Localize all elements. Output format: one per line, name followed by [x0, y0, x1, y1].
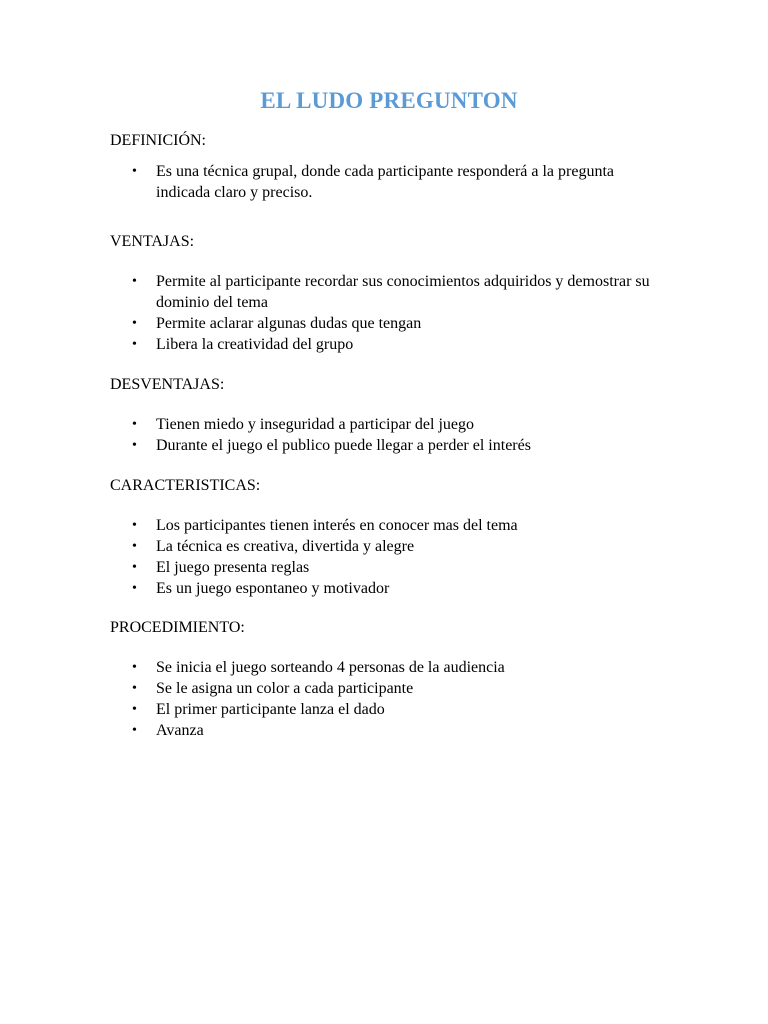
list-item-text: Los participantes tienen interés en conocer mas del tema [156, 517, 518, 534]
list-item [132, 699, 668, 720]
section-heading: DESVENTAJAS: [110, 376, 225, 393]
bullet-icon: • [132, 702, 137, 717]
bullet-icon: • [132, 316, 137, 331]
list-item [132, 578, 668, 599]
bullet-list [110, 271, 668, 355]
bullet-icon: • [132, 274, 137, 289]
list-item-text: Se le asigna un color a cada participante [156, 680, 414, 697]
bullet-list [110, 414, 668, 456]
list-item [132, 414, 668, 435]
section-desventajas [110, 374, 668, 456]
list-item-text: Libera la creatividad del grupo [156, 336, 354, 353]
section-heading: VENTAJAS: [110, 233, 195, 250]
bullet-icon: • [132, 660, 137, 675]
list-item-text: El juego presenta reglas [156, 559, 310, 576]
bullet-icon: • [132, 337, 137, 352]
list-item-text: El primer participante lanza el dado [156, 701, 385, 718]
list-item [132, 536, 668, 557]
bullet-icon: • [132, 539, 137, 554]
section-ventajas [110, 231, 668, 355]
list-item-text: Es un juego espontaneo y motivador [156, 580, 390, 597]
list-item-text: La técnica es creativa, divertida y alegre [156, 538, 415, 555]
bullet-list [110, 515, 668, 599]
section-procedimiento [110, 617, 668, 741]
section-heading: CARACTERISTICAS: [110, 477, 261, 494]
list-item-text: Permite aclarar algunas dudas que tengan [156, 315, 422, 332]
section-caracteristicas [110, 475, 668, 599]
list-item-text: Durante el juego el publico puede llegar a perder el interés [156, 437, 531, 454]
section-definicion [110, 130, 668, 203]
list-item [132, 313, 668, 334]
bullet-icon: • [132, 581, 137, 596]
list-item [132, 678, 668, 699]
section-heading: DEFINICIÓN: [110, 132, 206, 149]
list-item [132, 271, 668, 313]
list-item-text: Permite al participante recordar sus conocimientos adquiridos y demostrar su dominio del tema [156, 273, 650, 311]
section-heading: PROCEDIMIENTO: [110, 619, 245, 636]
list-item [132, 161, 668, 203]
bullet-icon: • [132, 438, 137, 453]
list-item-text: Avanza [156, 722, 204, 739]
document-title: EL LUDO PREGUNTON [260, 88, 518, 113]
bullet-icon: • [132, 560, 137, 575]
bullet-list [110, 657, 668, 741]
bullet-icon: • [132, 518, 137, 533]
list-item [132, 334, 668, 355]
bullet-icon: • [132, 681, 137, 696]
list-item [132, 515, 668, 536]
list-item-text: Tienen miedo y inseguridad a participar del juego [156, 416, 474, 433]
bullet-icon: • [132, 417, 137, 432]
list-item [132, 720, 668, 741]
list-item-text: Es una técnica grupal, donde cada participante responderá a la pregunta indicada claro y preciso. [156, 163, 615, 201]
bullet-icon: • [132, 164, 137, 179]
bullet-icon: • [132, 723, 137, 738]
list-item [132, 435, 668, 456]
bullet-list [110, 161, 668, 203]
list-item [132, 557, 668, 578]
list-item [132, 657, 668, 678]
list-item-text: Se inicia el juego sorteando 4 personas de la audiencia [156, 659, 505, 676]
